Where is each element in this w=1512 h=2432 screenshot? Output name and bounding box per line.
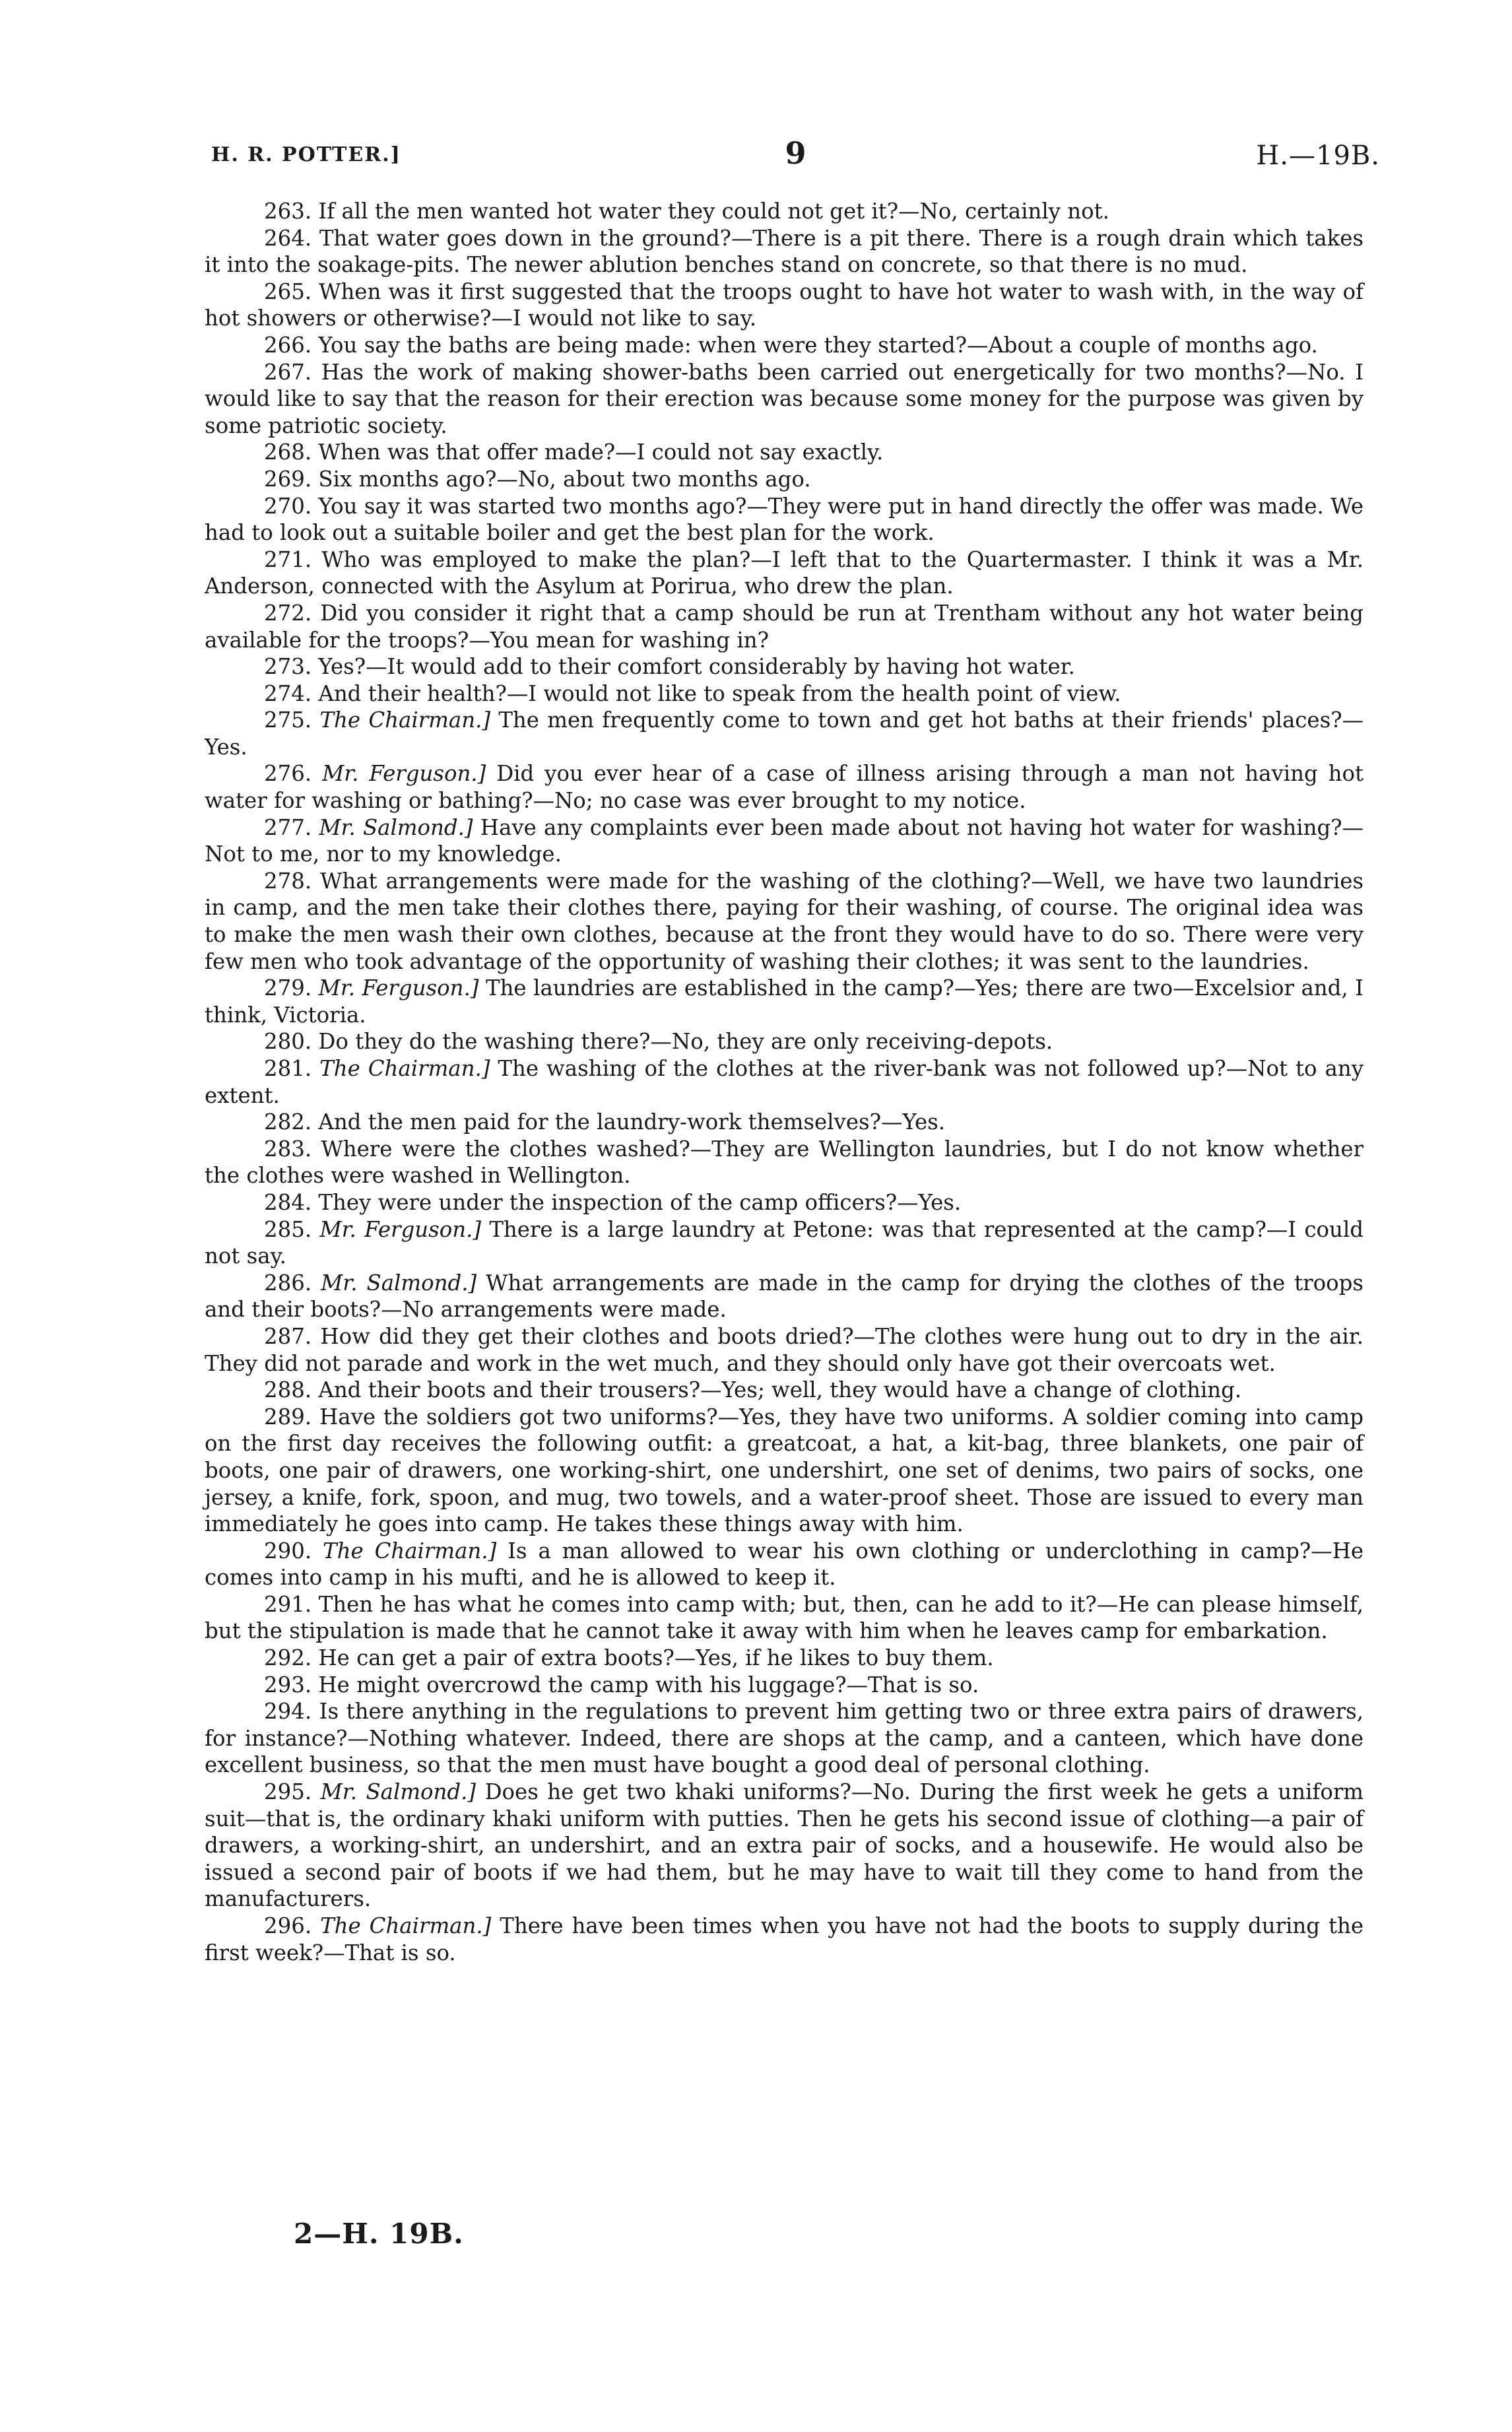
question-paragraph: [205, 1216, 1364, 1270]
question-text: And their boots and their trousers?—Yes; well, they would have a change of clothing.: [318, 1377, 1242, 1403]
question-paragraph: [205, 332, 1364, 359]
question-text: Does he get two khaki uniforms?—No. During the first week he gets a uniform suit—that is, the ordinary khaki uniform with putties. Then he gets his second issue of clothing—a pair of drawers, a working-shirt, an undershirt, and an extra pair of socks, and a housewife. He would also be issued a second pair of boots if we had them, but he may have to wait till they come to hand from the manufacturers.: [205, 1779, 1364, 1912]
question-paragraph: [205, 1028, 1364, 1055]
question-number: 285.: [264, 1216, 312, 1242]
question-number: 274.: [264, 680, 312, 706]
question-number: 293.: [264, 1672, 312, 1697]
question-paragraph: [205, 760, 1364, 814]
question-number: 281.: [264, 1056, 312, 1081]
question-text: If all the men wanted hot water they could not get it?—No, certainly not.: [318, 199, 1109, 224]
question-text: And the men paid for the laundry-work themselves?—Yes.: [318, 1109, 946, 1135]
question-paragraph: [205, 1645, 1364, 1672]
question-number: 290.: [264, 1538, 312, 1563]
question-number: 296.: [264, 1913, 312, 1938]
question-text: When was that offer made?—I could not say exactly.: [318, 440, 884, 465]
question-number: 292.: [264, 1645, 312, 1671]
question-paragraph: [205, 1913, 1364, 1966]
question-text: Has the work of making shower-baths been carried out energetically for two months?—No. I would like to say that the reason for their erection was because some money for the purpose was given by some patriotic society.: [205, 359, 1364, 438]
question-paragraph: [205, 1672, 1364, 1699]
question-text: How did they get their clothes and boots dried?—The clothes were hung out to dry in the air. They did not parade and work in the wet much, and they should only have got their overcoats wet.: [205, 1323, 1364, 1376]
question-paragraph: [205, 1136, 1364, 1189]
question-number: 271.: [264, 546, 312, 572]
question-text: Have the soldiers got two uniforms?—Yes, they have two uniforms. A soldier coming into camp on the first day receives the following outfit: a greatcoat, a hat, a kit-bag, three blankets, one pair of boots, one pair of drawers, one working-shirt, one undershirt, one set of denims, two pairs of socks, one jersey, a knife, fork, spoon, and mug, two towels, and a water-proof sheet. Those are issued to every man immediately he goes into camp. He takes these things away with him.: [205, 1404, 1364, 1537]
speaker-name: The Chairman.]: [319, 1056, 490, 1081]
question-number: 276.: [264, 761, 312, 787]
question-text: They were under the inspection of the camp officers?—Yes.: [318, 1189, 962, 1215]
question-text: Did you consider it right that a camp should be run at Trentham without any hot water being available for the troops?—You mean for washing in?: [205, 600, 1364, 653]
question-number: 278.: [264, 868, 312, 894]
page-number: 9: [785, 135, 806, 171]
question-paragraph: [205, 680, 1364, 707]
question-number: 295.: [264, 1779, 312, 1805]
question-number: 266.: [264, 332, 312, 358]
question-text: What arrangements were made for the washing of the clothing?—Well, we have two laundries in camp, and the men take their clothes there, paying for their washing, of course. The original idea was to make the men wash their own clothes, because at the front they would have to do so. There were very few men who took advantage of the opportunity of washing their clothes; it was sent to the laundries.: [205, 868, 1364, 974]
question-text: There is a large laundry at Petone: was that represented at the camp?—I could not say.: [205, 1216, 1364, 1269]
question-text: Where were the clothes washed?—They are Wellington laundries, but I do not know whether the clothes were washed in Wellington.: [205, 1136, 1364, 1189]
question-number: 282.: [264, 1109, 312, 1135]
question-paragraph: [205, 466, 1364, 493]
question-number: 267.: [264, 359, 312, 385]
question-paragraph: [205, 1270, 1364, 1323]
speaker-name: Mr. Ferguson.]: [319, 1216, 481, 1242]
question-number: 265.: [264, 279, 312, 304]
question-number: 284.: [264, 1189, 312, 1215]
question-text: What arrangements are made in the camp for drying the clothes of the troops and their boots?—No arrangements were made.: [205, 1270, 1364, 1323]
question-paragraph: [205, 707, 1364, 760]
question-paragraph: [205, 868, 1364, 975]
question-number: 294.: [264, 1699, 312, 1725]
question-paragraph: [205, 653, 1364, 680]
question-paragraph: [205, 1055, 1364, 1109]
question-text: Is a man allowed to wear his own clothing or underclothing in camp?—He comes into camp in his mufti, and he is allowed to keep it.: [205, 1538, 1364, 1591]
question-text: Six months ago?—No, about two months ago.: [318, 466, 811, 492]
question-number: 289.: [264, 1404, 312, 1430]
question-paragraph: [205, 1779, 1364, 1913]
question-number: 286.: [264, 1270, 312, 1296]
question-number: 275.: [264, 707, 312, 733]
question-text: Yes?—It would add to their comfort considerably by having hot water.: [318, 654, 1075, 680]
question-number: 280.: [264, 1029, 312, 1055]
question-paragraph: [205, 1591, 1364, 1645]
question-text: When was it first suggested that the troops ought to have hot water to wash with, in the way of hot showers or otherwise?—I would not like to say.: [205, 279, 1364, 331]
signature-mark: 2—H. 19B.: [294, 2218, 464, 2250]
document-reference: H.—19B.: [1256, 141, 1380, 171]
page-header: [211, 135, 1380, 175]
question-text: Did you ever hear of a case of illness arising through a man not having hot water for washing or bathing?—No; no case was ever brought to my notice.: [205, 761, 1364, 814]
speaker-name: Mr. Salmond.]: [320, 1779, 477, 1805]
speaker-name: The Chairman.]: [323, 1538, 497, 1563]
speaker-name: The Chairman.]: [319, 707, 490, 733]
speaker-name: Mr. Salmond.]: [321, 1270, 477, 1296]
speaker-name: Mr. Ferguson.]: [318, 975, 479, 1001]
question-paragraph: [205, 546, 1364, 600]
question-paragraph: [205, 975, 1364, 1028]
question-paragraph: [205, 198, 1364, 225]
question-paragraph: [205, 1189, 1364, 1216]
question-number: 268.: [264, 440, 312, 465]
witness-name: H. R. POTTER.]: [211, 143, 401, 166]
question-paragraph: [205, 600, 1364, 653]
question-number: 263.: [264, 199, 312, 224]
question-number: 273.: [264, 654, 312, 680]
question-number: 264.: [264, 225, 312, 251]
question-number: 269.: [264, 466, 312, 492]
question-text: The laundries are established in the camp?—Yes; there are two—Excelsior and, I think, Victoria.: [205, 975, 1364, 1028]
question-paragraph: [205, 279, 1364, 332]
question-paragraph: [205, 439, 1364, 466]
question-number: 270.: [264, 493, 312, 519]
question-number: 272.: [264, 600, 312, 626]
question-text: And their health?—I would not like to speak from the health point of view.: [318, 680, 1121, 706]
question-text: Is there anything in the regulations to prevent him getting two or three extra pairs of drawers, for instance?—Nothing whatever. Indeed, there are shops at the camp, and a canteen, which have done excellent business, so that the men must have bought a good deal of personal clothing.: [205, 1699, 1364, 1778]
question-paragraph: [205, 359, 1364, 440]
speaker-name: Mr. Salmond.]: [319, 814, 473, 840]
question-text: You say the baths are being made: when were they started?—About a couple of months ago.: [318, 332, 1318, 358]
speaker-name: Mr. Ferguson.]: [322, 761, 486, 787]
speaker-name: The Chairman.]: [320, 1913, 492, 1938]
question-text: Do they do the washing there?—No, they are only receiving-depots.: [318, 1029, 1053, 1055]
question-text: That water goes down in the ground?—There is a pit there. There is a rough drain which takes it into the soakage-pits. The newer ablution benches stand on concrete, so that there is no mud.: [205, 225, 1364, 278]
question-text: Have any complaints ever been made about not having hot water for washing?—Not to me, nor to my knowledge.: [205, 814, 1364, 867]
question-paragraph: [205, 1698, 1364, 1779]
question-paragraph: [205, 1404, 1364, 1538]
question-text: You say it was started two months ago?—They were put in hand directly the offer was made. We had to look out a suitable boiler and get the best plan for the work.: [205, 493, 1364, 546]
testimony-body: [205, 198, 1364, 1966]
question-number: 279.: [264, 975, 312, 1001]
question-number: 288.: [264, 1377, 312, 1403]
question-number: 277.: [264, 814, 312, 840]
question-paragraph: [205, 1323, 1364, 1377]
question-paragraph: [205, 1377, 1364, 1404]
question-text: He might overcrowd the camp with his luggage?—That is so.: [318, 1672, 979, 1697]
question-number: 291.: [264, 1591, 312, 1617]
question-paragraph: [205, 225, 1364, 279]
question-paragraph: [205, 814, 1364, 868]
question-paragraph: [205, 1538, 1364, 1591]
question-text: The men frequently come to town and get hot baths at their friends' places?—Yes.: [205, 707, 1364, 760]
question-paragraph: [205, 493, 1364, 546]
question-text: Who was employed to make the plan?—I left that to the Quartermaster. I think it was a Mr. Anderson, connected with the Asylum at Porirua, who drew the plan.: [205, 546, 1364, 599]
question-text: Then he has what he comes into camp with; but, then, can he add to it?—He can please himself, but the stipulation is made that he cannot take it away with him when he leaves camp for embarkation.: [205, 1591, 1364, 1644]
question-text: He can get a pair of extra boots?—Yes, if he likes to buy them.: [318, 1645, 994, 1671]
question-paragraph: [205, 1109, 1364, 1136]
question-text: The washing of the clothes at the river-bank was not followed up?—Not to any extent.: [205, 1056, 1364, 1108]
question-text: There have been times when you have not had the boots to supply during the first week?—That is so.: [205, 1913, 1364, 1965]
question-number: 287.: [264, 1323, 312, 1349]
question-number: 283.: [264, 1136, 312, 1162]
